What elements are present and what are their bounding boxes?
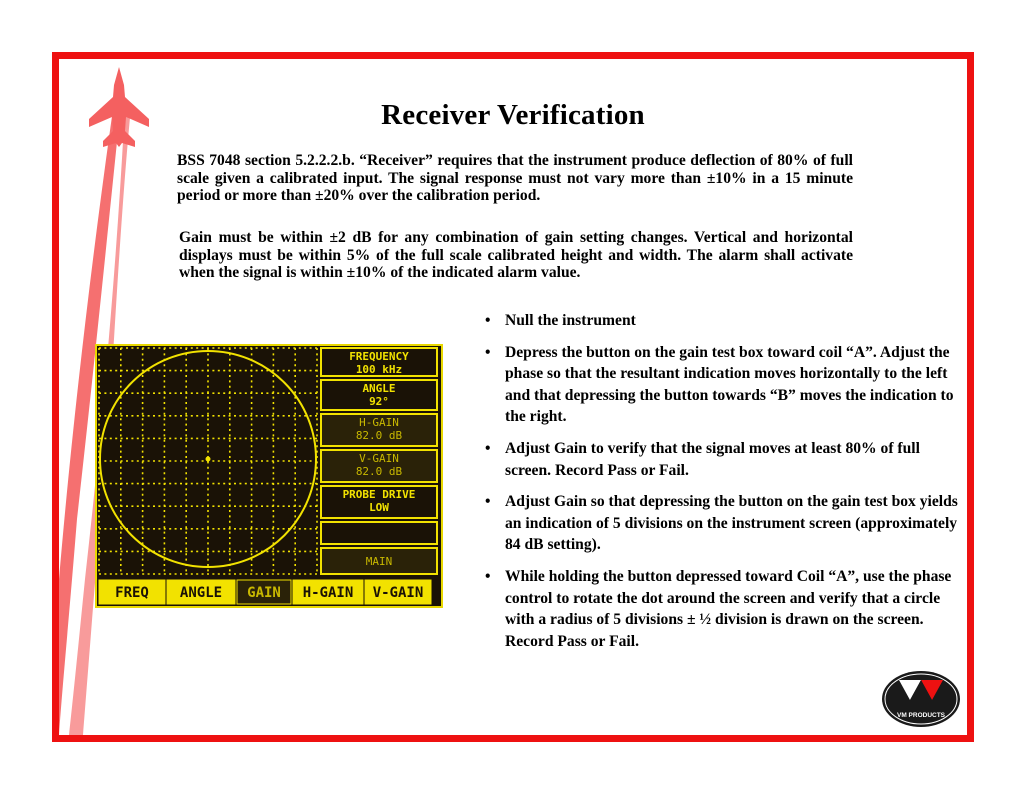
panel-value: LOW: [369, 501, 389, 514]
panel-label: PROBE DRIVE: [342, 488, 416, 501]
bullet-icon: •: [485, 312, 491, 329]
slide-frame: [52, 52, 974, 742]
procedure-step-text: Depress the button on the gain test box toward coil “A”. Adjust the phase so that the resultant indication moves horizontally to the left and that depressing the button towards “B” moves the indication to the right.: [505, 343, 954, 426]
panel-value: 100 kHz: [355, 363, 403, 376]
softkey-label: ANGLE: [179, 585, 223, 601]
softkey-label: FREQ: [115, 585, 149, 601]
intro-paragraph: BSS 7048 section 5.2.2.2.b. “Receiver” requires that the instrument produce deflection of 80% of full scale given a calibrated input. The signal response must not vary more than ±10% in a 15 minute period or more than ±20% over the calibration period.: [177, 152, 853, 204]
procedure-step: [483, 310, 959, 332]
instrument-display: [97, 346, 441, 606]
bullet-icon: •: [485, 567, 491, 585]
instrument-screen: [95, 344, 443, 608]
panel-label: ANGLE: [362, 382, 396, 395]
slide-title: Receiver Verification: [381, 99, 645, 131]
softkey-label: V-GAIN: [372, 585, 424, 601]
procedure-step: [483, 566, 959, 652]
procedure-step-text: While holding the button depressed toward Coil “A”, use the phase control to rotate the dot around the screen and verify that a circle with a radius of 5 divisions ± ½ division is drawn on the screen. Record Pass or Fail.: [505, 567, 952, 650]
bullet-icon: •: [485, 493, 491, 511]
panel-label: FREQUENCY: [349, 350, 409, 363]
softkey-label: GAIN: [247, 585, 281, 601]
bullet-icon: •: [485, 439, 491, 457]
procedure-list: [483, 310, 959, 662]
softkey-label: H-GAIN: [302, 585, 354, 601]
requirements-paragraph: Gain must be within ±2 dB for any combination of gain setting changes. Vertical and horizontal displays must be within 5% of the full scale calibrated height and width. The alarm shall activate when the signal is within ±10% of the indicated alarm value.: [179, 229, 853, 281]
panel-value: 92°: [369, 395, 389, 408]
logo-text: VM PRODUCTS: [896, 712, 946, 719]
procedure-step: [483, 491, 959, 556]
procedure-step-text: Adjust Gain to verify that the signal moves at least 80% of full screen. Record Pass or Fail.: [505, 439, 920, 479]
panel-value: 82.0 dB: [355, 465, 403, 478]
signal-dot: [206, 457, 211, 462]
settings-panel: [321, 522, 437, 544]
procedure-step-text: Null the instrument: [505, 312, 636, 329]
panel-value: 82.0 dB: [355, 429, 403, 442]
procedure-step-text: Adjust Gain so that depressing the button on the gain test box yields an indication of 5 divisions on the instrument screen (approximately 84 dB setting).: [505, 493, 958, 554]
vm-products-logo: [881, 670, 961, 728]
bullet-icon: •: [485, 343, 491, 361]
panel-label: MAIN: [365, 555, 393, 568]
panel-label: V-GAIN: [359, 452, 399, 465]
panel-label: H-GAIN: [359, 416, 399, 429]
procedure-step: [483, 342, 959, 428]
procedure-step: [483, 438, 959, 481]
